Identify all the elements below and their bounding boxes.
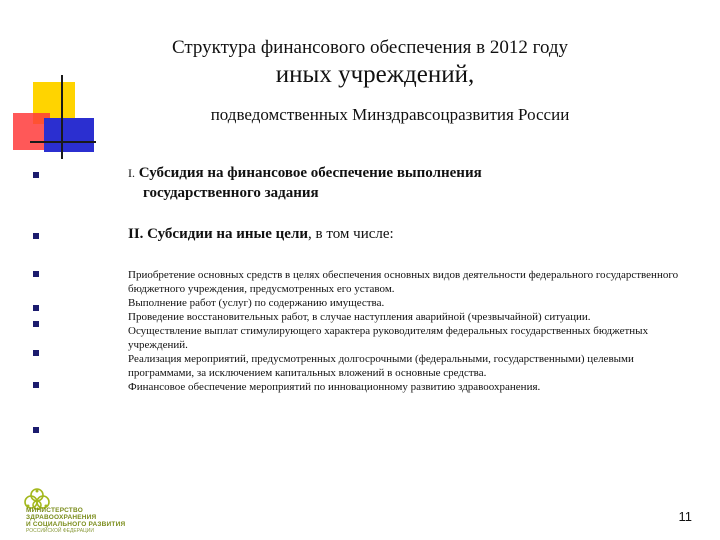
bullet-icon bbox=[33, 233, 39, 239]
bullet-icon bbox=[33, 321, 39, 327]
title-line-2: иных учреждений, bbox=[275, 61, 475, 88]
page-number: 11 bbox=[678, 509, 692, 524]
list-item: Выполнение работ (услуг) по содержанию имущества. bbox=[128, 297, 385, 309]
list-item-other-subsidies bbox=[128, 226, 394, 243]
list-item: Приобретение основных средств в целях обеспечения основных видов деятельности федерального государственного бюджетного учреждения, предусмотренных его уставом. bbox=[128, 269, 679, 295]
item-text-b: государственного задания bbox=[143, 185, 319, 201]
title-line-1: Структура финансового обеспечения в 2012 году bbox=[171, 37, 569, 58]
logo-line-1: МИНИСТЕРСТВО bbox=[26, 507, 83, 514]
bullet-icon bbox=[33, 427, 39, 433]
logo-line-2: ЗДРАВООХРАНЕНИЯ bbox=[26, 514, 97, 521]
list-item: Проведение восстановительных работ, в случае наступления аварийной (чрезвычайной) ситуации. bbox=[128, 311, 591, 323]
bullet-icon bbox=[33, 172, 39, 178]
bullet-icon bbox=[33, 305, 39, 311]
bullet-icon bbox=[33, 382, 39, 388]
logo-text bbox=[26, 507, 125, 528]
sublist bbox=[128, 268, 698, 394]
item2-rest: , в том числе: bbox=[308, 226, 394, 242]
list-item: Осуществление выплат стимулирующего характера руководителям федеральных государственных бюджетных учреждений. bbox=[128, 325, 649, 351]
list-item: Реализация мероприятий, предусмотренных долгосрочными (федеральными, государственными) целевыми программами, за исключением капитальных вложений в основные средства. bbox=[128, 353, 634, 379]
item2-bold: II. Субсидии на иные цели bbox=[128, 226, 309, 242]
logo-line-3: И СОЦИАЛЬНОГО РАЗВИТИЯ bbox=[26, 521, 126, 528]
bullet-icon bbox=[33, 350, 39, 356]
decor-horizontal-line bbox=[30, 141, 96, 143]
bullet-icon bbox=[33, 271, 39, 277]
list-item: Финансовое обеспечение мероприятий по инновационному развитию здравоохранения. bbox=[128, 381, 541, 393]
item-text-a: Субсидия на финансовое обеспечение выполнения bbox=[138, 165, 482, 181]
logo-subtitle: РОССИЙСКОЙ ФЕДЕРАЦИИ bbox=[26, 528, 94, 534]
title-line-3: подведомственных Минздравсоцразвития России bbox=[210, 105, 570, 124]
item-number: I. bbox=[128, 166, 135, 180]
list-item-subsidy-state-task bbox=[128, 163, 568, 203]
